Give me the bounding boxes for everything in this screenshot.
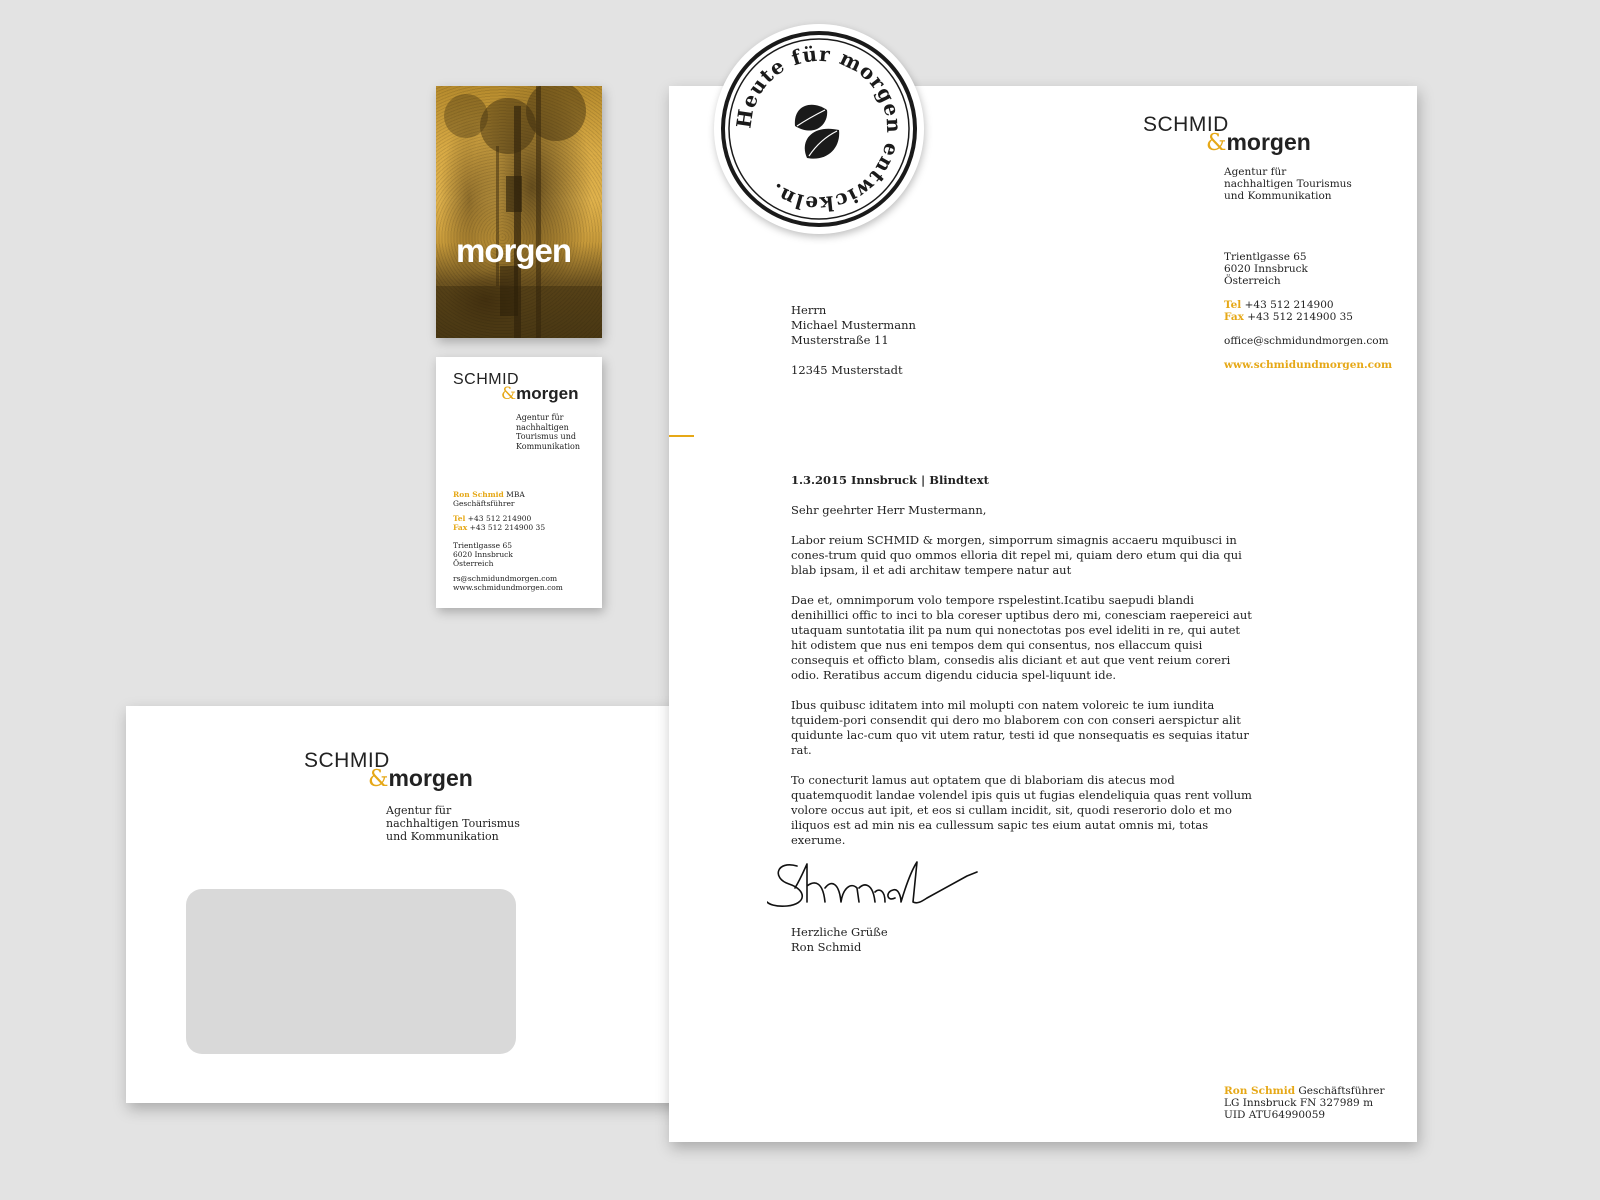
letterhead [669, 86, 1417, 1142]
tree-photo [436, 86, 602, 338]
letter-body [791, 533, 1253, 863]
paragraph: To conecturit lamus aut optatem que di blaboriam dis atecus mod quatemquodit landae volendel ipis quis ut fugias elendeliquia quas rent vollum volore occus aut ipit, et eos si cullam incidit, sit, quodi reserorio dolo et mo iliquos est ad min nis ea cullessum sapic tes eium autat omnis mi, totas exerume. [791, 773, 1252, 847]
envelope-window [186, 889, 516, 1054]
leaves-icon [795, 105, 839, 159]
card-online [453, 574, 563, 592]
letter-greeting: Sehr geehrter Herr Mustermann, [791, 503, 987, 517]
paragraph: Labor reium SCHMID & morgen, simporrum simagnis accaeru mquibusci in cones-trum quid quo ommos elloria dit repel mi, quiam dero etum qui dia qui blab ipsam, il et adi architaw tempere natur aut [791, 533, 1242, 577]
letter-web[interactable]: www.schmidundmorgen.com [1224, 359, 1393, 371]
card-web[interactable]: www.schmidundmorgen.com [453, 583, 563, 592]
card-phone: Tel +43 512 214900 Fax +43 512 214900 35 [453, 514, 546, 532]
envelope-logo [304, 750, 473, 791]
paragraph: Dae et, omnimporum volo tempore rspelestint.Icatibu saepudi blandi denihillici offic to inci to bla coreser uptibus dero mi, conesciam raepereici aut utaquam suntotatia ilit pa num qui nonectotas pos evel ideliti in re, qui autet hit odistem que nus eni tempos dem qui consentus, nos ellaccum quisi consequis et officto blam, consedis alis diciant et aut que vent reium coreri odio. Reratibus accum digendu ciducia spel-liquunt ide. [791, 593, 1252, 682]
handwritten-signature [767, 858, 987, 918]
letter-footer: Ron Schmid Geschäftsführer LG Innsbruck FN 327989 m UID ATU64990059 [1224, 1085, 1385, 1121]
card-logo: SCHMID &morgen [453, 371, 579, 404]
card-address: Trientlgasse 65 6020 Innsbruck Österreich [453, 541, 513, 568]
business-card-front [436, 86, 602, 338]
logo-schmid: SCHMID [304, 749, 390, 772]
letter-contact: Trientlgasse 65 6020 Innsbruck Österreich Tel +43 512 214900 Fax +43 512 214900 35 office@schmidundmorgen.com www.schmidundmorgen.com [1224, 251, 1393, 371]
fold-mark [669, 435, 694, 437]
letter-closing: Herzliche Grüße Ron Schmid [791, 925, 888, 954]
card-front-word: morgen [456, 232, 572, 269]
card-email[interactable]: rs@schmidundmorgen.com [453, 574, 558, 583]
logo-ampersand: & [368, 766, 389, 792]
envelope-tagline: Agentur für nachhaltigen Tourismus und Kommunikation [386, 804, 520, 843]
envelope [126, 706, 686, 1103]
stamp-text: Heute für morgen entwickeln. [731, 41, 907, 217]
stamp-badge [714, 24, 924, 234]
business-card-back [436, 357, 602, 608]
letter-email[interactable]: office@schmidundmorgen.com [1224, 335, 1389, 347]
recipient-address: Herrn Michael Mustermann Musterstraße 11 12345 Musterstadt [791, 303, 916, 377]
letter-logo: SCHMID &morgen [1143, 113, 1311, 156]
letter-tagline: Agentur für nachhaltigen Tourismus und Kommunikation [1224, 166, 1352, 202]
paragraph: Ibus quibusc iditatem into mil molupti con natem voloreic te ium iundita tquidem-pori consendit qui dero mo blaborem con con conseri aerspictur alit quidunte lac-cum quo vit utem ratur, testi id que nonsequatis es sequias itatur rat. [791, 698, 1249, 757]
card-person: Ron Schmid MBA Geschäftsführer [453, 490, 525, 508]
logo-morgen: morgen [388, 765, 473, 791]
letter-subject: 1.3.2015 Innsbruck | Blindtext [791, 473, 989, 487]
card-tagline: Agentur für nachhaltigen Tourismus und Kommunikation [516, 413, 580, 451]
